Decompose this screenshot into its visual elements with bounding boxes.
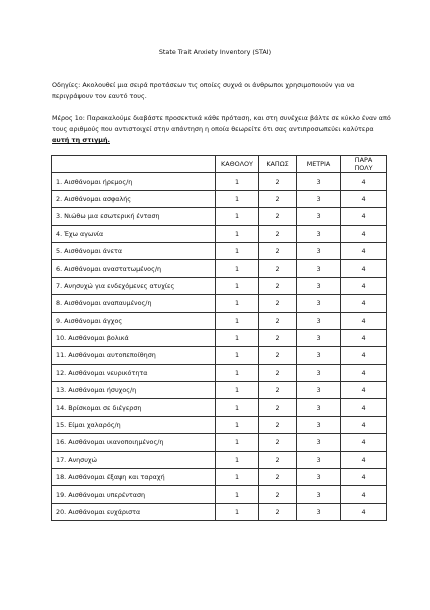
score-option-4[interactable]: 4: [341, 469, 387, 486]
score-option-3[interactable]: 3: [297, 416, 341, 433]
score-option-2[interactable]: 2: [259, 190, 297, 207]
score-option-1[interactable]: 1: [216, 399, 259, 416]
score-option-2[interactable]: 2: [259, 225, 297, 242]
table-row: [52, 486, 387, 503]
score-option-4[interactable]: 4: [341, 312, 387, 329]
table-row: [52, 503, 387, 520]
item-statement: 9. Αισθάνομαι άγχος: [52, 312, 216, 329]
score-option-3[interactable]: 3: [297, 277, 341, 294]
score-option-3[interactable]: 3: [297, 173, 341, 190]
item-statement: 1. Αισθάνομαι ήρεμος/η: [52, 173, 216, 190]
item-statement: 16. Αισθάνομαι ικανοποιημένος/η: [52, 434, 216, 451]
table-row: [52, 295, 387, 312]
score-option-4[interactable]: 4: [341, 399, 387, 416]
score-option-2[interactable]: 2: [259, 469, 297, 486]
table-row: [52, 208, 387, 225]
document-title: State Trait Anxiety Inventory (STAI): [158, 48, 272, 56]
score-option-3[interactable]: 3: [297, 364, 341, 381]
header-moderately: ΜΕΤΡΙΑ: [297, 156, 341, 173]
item-statement: 18. Αισθάνομαι έξαψη και ταραχή: [52, 469, 216, 486]
score-option-2[interactable]: 2: [259, 295, 297, 312]
score-option-1[interactable]: 1: [216, 295, 259, 312]
score-option-2[interactable]: 2: [259, 347, 297, 364]
score-option-3[interactable]: 3: [297, 312, 341, 329]
score-option-2[interactable]: 2: [259, 486, 297, 503]
score-option-1[interactable]: 1: [216, 260, 259, 277]
score-option-1[interactable]: 1: [216, 277, 259, 294]
score-option-4[interactable]: 4: [341, 173, 387, 190]
item-statement: 13. Αισθάνομαι ήσυχος/η: [52, 382, 216, 399]
item-statement: 2. Αισθάνομαι ασφαλής: [52, 190, 216, 207]
table-row: [52, 451, 387, 468]
item-statement: 20. Αισθάνομαι ευχάριστα: [52, 503, 216, 520]
item-statement: 5. Αισθάνομαι άνετα: [52, 242, 216, 259]
item-statement: 14. Βρίσκομαι σε διέγερση: [52, 399, 216, 416]
table-row: [52, 364, 387, 381]
score-option-4[interactable]: 4: [341, 347, 387, 364]
score-option-1[interactable]: 1: [216, 451, 259, 468]
score-option-1[interactable]: 1: [216, 503, 259, 520]
score-option-1[interactable]: 1: [216, 347, 259, 364]
score-option-2[interactable]: 2: [259, 173, 297, 190]
item-statement: 15. Είμαι χαλαρός/η: [52, 416, 216, 433]
score-option-3[interactable]: 3: [297, 399, 341, 416]
header-item-column: [52, 156, 216, 173]
score-option-4[interactable]: 4: [341, 382, 387, 399]
score-option-2[interactable]: 2: [259, 242, 297, 259]
score-option-2[interactable]: 2: [259, 312, 297, 329]
score-option-4[interactable]: 4: [341, 486, 387, 503]
table-row: [52, 225, 387, 242]
score-option-2[interactable]: 2: [259, 399, 297, 416]
score-option-1[interactable]: 1: [216, 364, 259, 381]
score-option-4[interactable]: 4: [341, 329, 387, 346]
score-option-1[interactable]: 1: [216, 416, 259, 433]
score-option-1[interactable]: 1: [216, 312, 259, 329]
score-option-2[interactable]: 2: [259, 382, 297, 399]
score-option-2[interactable]: 2: [259, 208, 297, 225]
item-statement: 12. Αισθάνομαι νευρικότητα: [52, 364, 216, 381]
header-somewhat: ΚΑΠΩΣ: [259, 156, 297, 173]
stai-table: [51, 155, 387, 521]
item-statement: 11. Αισθάνομαι αυτοπεποίθηση: [52, 347, 216, 364]
score-option-1[interactable]: 1: [216, 173, 259, 190]
score-option-2[interactable]: 2: [259, 329, 297, 346]
score-option-4[interactable]: 4: [341, 416, 387, 433]
score-option-1[interactable]: 1: [216, 242, 259, 259]
table-row: [52, 277, 387, 294]
item-statement: 17. Ανησυχώ: [52, 451, 216, 468]
table-row: [52, 434, 387, 451]
score-option-4[interactable]: 4: [341, 434, 387, 451]
item-statement: 10. Αισθάνομαι βολικά: [52, 329, 216, 346]
item-statement: 4. Έχω αγωνία: [52, 225, 216, 242]
header-not-at-all: ΚΑΘΟΛΟΥ: [216, 156, 259, 173]
score-option-2[interactable]: 2: [259, 260, 297, 277]
score-option-1[interactable]: 1: [216, 486, 259, 503]
score-option-1[interactable]: 1: [216, 190, 259, 207]
score-option-4[interactable]: 4: [341, 451, 387, 468]
table-row: [52, 260, 387, 277]
table-row: [52, 469, 387, 486]
score-option-1[interactable]: 1: [216, 469, 259, 486]
score-option-4[interactable]: 4: [341, 503, 387, 520]
score-option-2[interactable]: 2: [259, 364, 297, 381]
table-row: [52, 382, 387, 399]
table-row: [52, 416, 387, 433]
item-statement: 7. Ανησυχώ για ενδεχόμενες ατυχίες: [52, 277, 216, 294]
score-option-4[interactable]: 4: [341, 295, 387, 312]
part-one-paragraph: [52, 113, 392, 146]
score-option-2[interactable]: 2: [259, 434, 297, 451]
item-statement: 3. Νιώθω μια εσωτερική ένταση: [52, 208, 216, 225]
score-option-3[interactable]: 3: [297, 225, 341, 242]
score-option-1[interactable]: 1: [216, 225, 259, 242]
score-option-1[interactable]: 1: [216, 434, 259, 451]
table-row: [52, 190, 387, 207]
score-option-1[interactable]: 1: [216, 208, 259, 225]
score-option-4[interactable]: 4: [341, 277, 387, 294]
score-option-3[interactable]: 3: [297, 190, 341, 207]
table-row: [52, 329, 387, 346]
score-option-3[interactable]: 3: [297, 347, 341, 364]
table-row: [52, 312, 387, 329]
score-option-4[interactable]: 4: [341, 190, 387, 207]
score-option-3[interactable]: 3: [297, 469, 341, 486]
score-option-3[interactable]: 3: [297, 451, 341, 468]
score-option-4[interactable]: 4: [341, 208, 387, 225]
score-option-4[interactable]: 4: [341, 225, 387, 242]
part-one-text: Μέρος 1ο: Παρακαλούμε διαβάστε προσεκτικά κάθε πρόταση, και στη συνέχεια βάλτε σε κύκλο έναν από τους αριθμούς που αντιστοιχεί στην απάντηση η οποία θεωρείτε ότι σας αντιπροσωπεύει καλύτερα: [52, 114, 391, 133]
item-statement: 6. Αισθάνομαι αναστατωμένος/η: [52, 260, 216, 277]
score-option-3[interactable]: 3: [297, 208, 341, 225]
score-option-3[interactable]: 3: [297, 242, 341, 259]
score-option-1[interactable]: 1: [216, 329, 259, 346]
score-option-3[interactable]: 3: [297, 260, 341, 277]
score-option-3[interactable]: 3: [297, 434, 341, 451]
score-option-3[interactable]: 3: [297, 503, 341, 520]
header-very-much: ΠΑΡΑ ΠΟΛΥ: [341, 156, 387, 173]
table-row: [52, 347, 387, 364]
table-header-row: [52, 156, 387, 173]
score-option-2[interactable]: 2: [259, 277, 297, 294]
score-option-1[interactable]: 1: [216, 382, 259, 399]
score-option-3[interactable]: 3: [297, 295, 341, 312]
score-option-2[interactable]: 2: [259, 416, 297, 433]
score-option-2[interactable]: 2: [259, 503, 297, 520]
table-row: [52, 173, 387, 190]
score-option-3[interactable]: 3: [297, 382, 341, 399]
score-option-4[interactable]: 4: [341, 260, 387, 277]
table-body: [52, 173, 387, 521]
score-option-3[interactable]: 3: [297, 329, 341, 346]
score-option-2[interactable]: 2: [259, 451, 297, 468]
score-option-4[interactable]: 4: [341, 242, 387, 259]
score-option-3[interactable]: 3: [297, 486, 341, 503]
table-row: [52, 399, 387, 416]
part-one-emphasis: αυτή τη στιγμή.: [52, 136, 110, 144]
score-option-4[interactable]: 4: [341, 364, 387, 381]
instructions-paragraph: Οδηγίες: Ακολουθεί μια σειρά προτάσεων τις οποίες συχνά οι άνθρωποι χρησιμοποιούν για να περιγράψουν τον εαυτό τους.: [52, 81, 355, 100]
item-statement: 19. Αισθάνομαι υπερένταση: [52, 486, 216, 503]
table-row: [52, 242, 387, 259]
item-statement: 8. Αισθάνομαι αναπαυμένος/η: [52, 295, 216, 312]
